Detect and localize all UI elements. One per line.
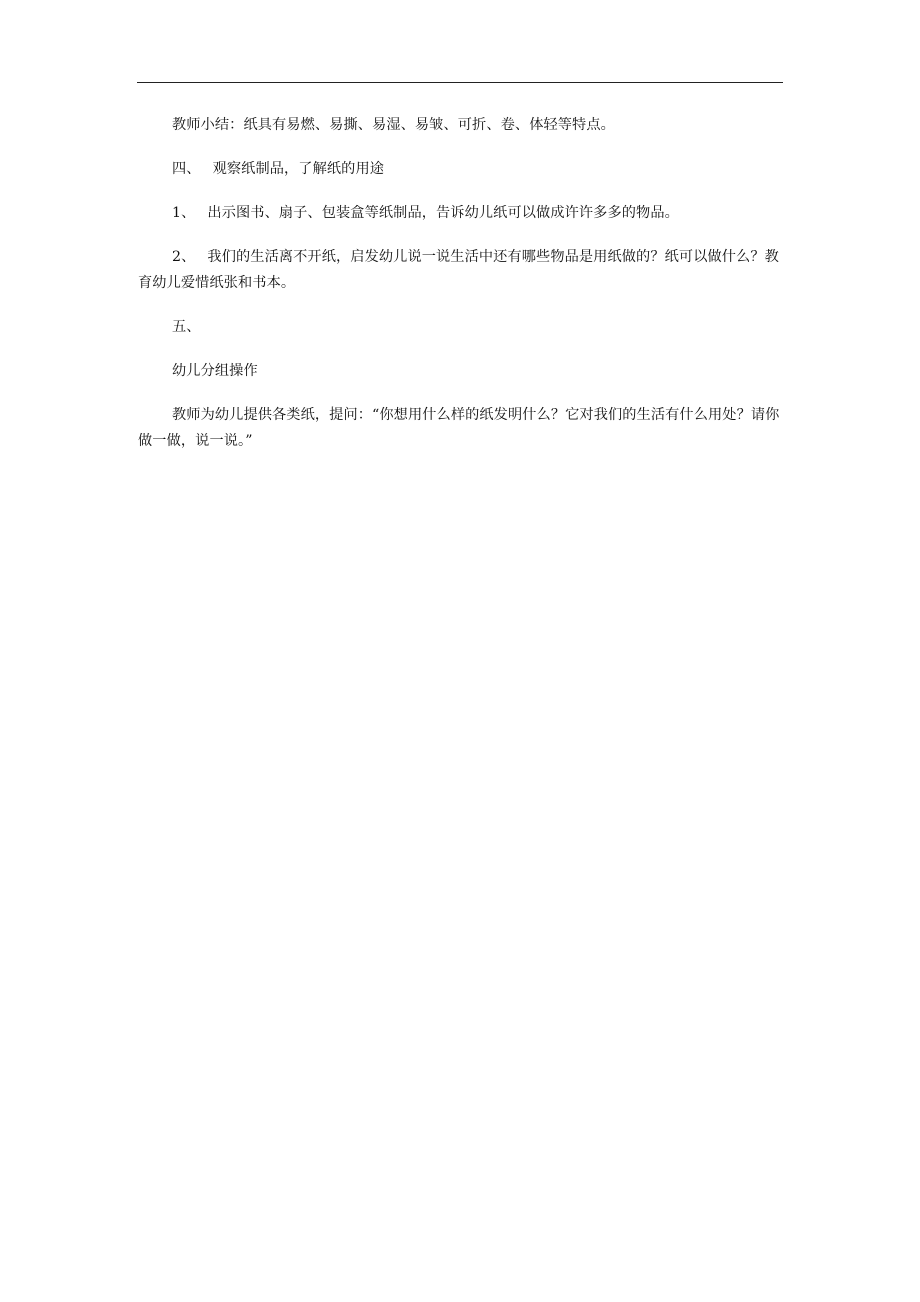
paragraph-section-five xyxy=(138,314,784,340)
item-marker: 2、 xyxy=(172,249,196,265)
section-marker: 四、 xyxy=(172,161,201,177)
paragraph-group-activity xyxy=(138,358,784,384)
paragraph-text: 教师小结：纸具有易燃、易撕、易湿、易皱、可折、卷、体轻等特点。 xyxy=(172,117,615,133)
item-text: 我们的生活离不开纸，启发幼儿说一说生活中还有哪些物品是用纸做的？纸可以做什么？教育幼儿爱惜纸张和书本。 xyxy=(138,249,779,291)
paragraph-item-1 xyxy=(138,200,784,226)
paragraph-item-2 xyxy=(138,244,784,296)
paragraph-summary xyxy=(138,112,784,138)
header-rule xyxy=(137,82,783,83)
section-heading: 观察纸制品，了解纸的用途 xyxy=(212,161,385,177)
paragraph-section-four xyxy=(138,156,784,182)
paragraph-teacher-question xyxy=(138,402,784,454)
item-text: 出示图书、扇子、包装盒等纸制品，告诉幼儿纸可以做成许许多多的物品。 xyxy=(207,205,679,221)
item-marker: 1、 xyxy=(172,205,196,221)
section-marker: 五、 xyxy=(172,319,201,335)
document-body xyxy=(138,112,784,454)
section-heading: 幼儿分组操作 xyxy=(172,363,258,379)
paragraph-text: 教师为幼儿提供各类纸，提问：“你想用什么样的纸发明什么？它对我们的生活有什么用处？请你做一做，说一说。” xyxy=(138,407,780,449)
